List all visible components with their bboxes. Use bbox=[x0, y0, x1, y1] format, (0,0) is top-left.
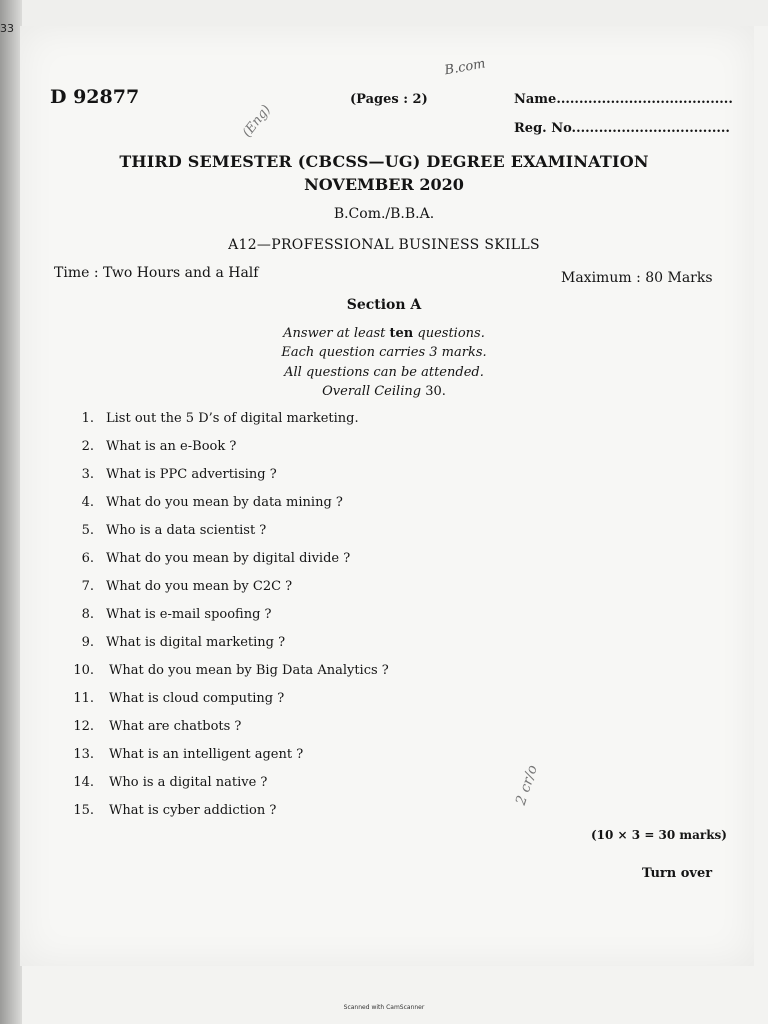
question-text: What is digital marketing ? bbox=[106, 635, 286, 650]
scanner-watermark: Scanned with CamScanner bbox=[343, 1004, 425, 1011]
question-text: List out the 5 D’s of digital marketing. bbox=[106, 411, 359, 426]
reg-no-field-line: Reg. No................................... bbox=[514, 121, 730, 136]
question-number: 8. bbox=[81, 607, 94, 622]
handwritten-scribble-text: (Eng) bbox=[239, 102, 274, 141]
section-marks-total: (10 × 3 = 30 marks) bbox=[591, 828, 727, 842]
question-number: 1. bbox=[81, 411, 94, 426]
section-title: Section A bbox=[346, 297, 422, 313]
question-number: 9. bbox=[81, 635, 94, 650]
question-number: 10. bbox=[73, 663, 94, 678]
question-text: What is an e-Book ? bbox=[106, 439, 237, 454]
question-text: What do you mean by Big Data Analytics ? bbox=[109, 663, 389, 678]
question-text: What are chatbots ? bbox=[109, 719, 242, 734]
paper-title: A12—PROFESSIONAL BUSINESS SKILLS bbox=[228, 237, 540, 253]
instruction-line-2: Each question carries 3 marks. bbox=[281, 345, 487, 360]
question-number: 2. bbox=[81, 439, 94, 454]
handwritten-scribble-margin bbox=[215, 60, 305, 145]
question-number: 6. bbox=[81, 551, 94, 566]
question-text: What is cyber addiction ? bbox=[109, 803, 277, 818]
scan-top-band bbox=[0, 0, 768, 26]
handwritten-note-top bbox=[440, 50, 510, 78]
question-text: What is cloud computing ? bbox=[109, 691, 285, 706]
question-text: What do you mean by data mining ? bbox=[106, 495, 343, 510]
instruction-1-post: questions. bbox=[413, 326, 485, 341]
instruction-line-4 bbox=[0, 384, 768, 399]
instruction-4-num: 30. bbox=[425, 384, 446, 399]
edge-page-number: 33 bbox=[0, 22, 14, 35]
handwritten-note-right bbox=[488, 730, 548, 825]
handwritten-note-right-text: 2 cr/o bbox=[513, 763, 541, 808]
question-text: Who is a data scientist ? bbox=[106, 523, 267, 538]
instruction-1-pre: Answer at least bbox=[283, 326, 390, 341]
exam-time: Time : Two Hours and a Half bbox=[54, 265, 259, 281]
page-count: (Pages : 2) bbox=[350, 92, 428, 107]
instruction-4-pre: Overall Ceiling bbox=[322, 384, 426, 399]
instruction-line-3: All questions can be attended. bbox=[284, 365, 484, 380]
instruction-1-bold: ten bbox=[389, 326, 414, 341]
question-text: What is e-mail spoofing ? bbox=[106, 607, 272, 622]
exam-month: NOVEMBER 2020 bbox=[304, 175, 464, 194]
exam-title: THIRD SEMESTER (CBCSS—UG) DEGREE EXAMINATION bbox=[119, 152, 649, 171]
question-text: What do you mean by digital divide ? bbox=[106, 551, 351, 566]
paper-code: D 92877 bbox=[50, 86, 140, 108]
turn-over-label: Turn over bbox=[642, 866, 713, 881]
question-number: 3. bbox=[81, 467, 94, 482]
question-number: 13. bbox=[73, 747, 94, 762]
handwritten-note-top-text: B.com bbox=[443, 56, 487, 78]
question-text: Who is a digital native ? bbox=[109, 775, 268, 790]
maximum-marks: Maximum : 80 Marks bbox=[561, 270, 713, 286]
question-number: 11. bbox=[73, 691, 94, 706]
question-number: 7. bbox=[81, 579, 94, 594]
question-text: What do you mean by C2C ? bbox=[106, 579, 293, 594]
question-text: What is an intelligent agent ? bbox=[109, 747, 304, 762]
name-field-line: Name....................................... bbox=[514, 92, 733, 107]
question-number: 4. bbox=[81, 495, 94, 510]
question-number: 12. bbox=[73, 719, 94, 734]
question-number: 5. bbox=[81, 523, 94, 538]
question-text: What is PPC advertising ? bbox=[106, 467, 277, 482]
question-number: 15. bbox=[73, 803, 94, 818]
course-name: B.Com./B.B.A. bbox=[333, 206, 435, 222]
instruction-line-1 bbox=[0, 326, 768, 341]
question-number: 14. bbox=[73, 775, 94, 790]
